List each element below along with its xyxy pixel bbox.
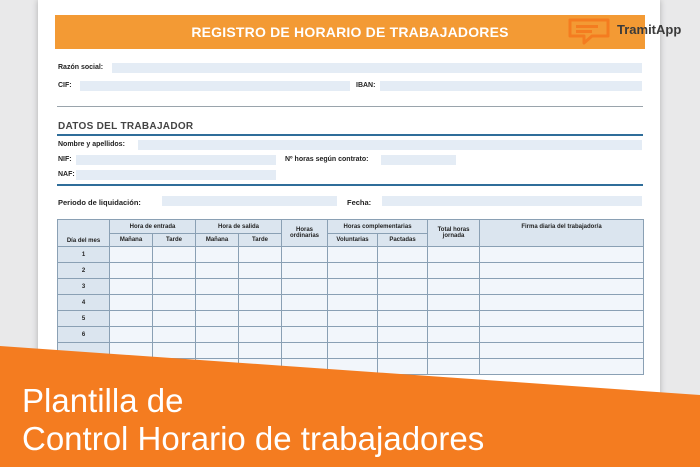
day-number-cell: 3 — [58, 279, 110, 295]
horas-ordinarias-line2: ordinarias — [290, 233, 320, 239]
razon-social-label: Razón social: — [58, 64, 104, 71]
document-title: REGISTRO DE HORARIO DE TRABAJADORES — [191, 24, 509, 40]
day-number-cell: 1 — [58, 247, 110, 263]
pactadas-header: Pactadas — [378, 234, 428, 247]
day-number-cell: 4 — [58, 295, 110, 311]
horas-contrato-label: Nº horas según contrato: — [285, 156, 369, 163]
day-number-cell: 5 — [58, 311, 110, 327]
nif-label: NIF: — [58, 156, 72, 163]
total-horas-line2: jornada — [442, 233, 465, 239]
day-number-cell: 6 — [58, 327, 110, 343]
day-number-cell: 2 — [58, 263, 110, 279]
dia-mes-header: Día del mes — [58, 220, 110, 247]
voluntarias-header: Voluntarias — [328, 234, 378, 247]
entrada-tarde-header: Tarde — [153, 234, 196, 247]
caption-line-2: Control Horario de trabajadores — [22, 420, 485, 457]
total-horas-line1: Total horas — [437, 227, 470, 233]
worker-section-title: DATOS DEL TRABAJADOR — [58, 121, 194, 132]
salida-tarde-header: Tarde — [239, 234, 282, 247]
caption-line-1: Plantilla de — [22, 382, 184, 419]
firma-header: Firma diaria del trabajador/a — [480, 220, 644, 247]
fecha-label: Fecha: — [347, 198, 372, 207]
iban-label: IBAN: — [356, 82, 376, 89]
horas-ordinarias-line1: Horas — [296, 227, 314, 233]
salida-manana-header: Mañana — [196, 234, 239, 247]
entrada-manana-header: Mañana — [110, 234, 153, 247]
horas-complementarias-header: Horas complementarias — [328, 220, 428, 234]
nombre-label: Nombre y apellidos: — [58, 141, 125, 148]
brand-name: TramitApp — [617, 22, 682, 37]
hora-salida-header: Hora de salida — [196, 220, 282, 234]
periodo-label: Periodo de liquidación: — [58, 198, 141, 207]
naf-label: NAF: — [58, 171, 75, 178]
cif-label: CIF: — [58, 82, 72, 89]
hora-entrada-header: Hora de entrada — [110, 220, 196, 234]
